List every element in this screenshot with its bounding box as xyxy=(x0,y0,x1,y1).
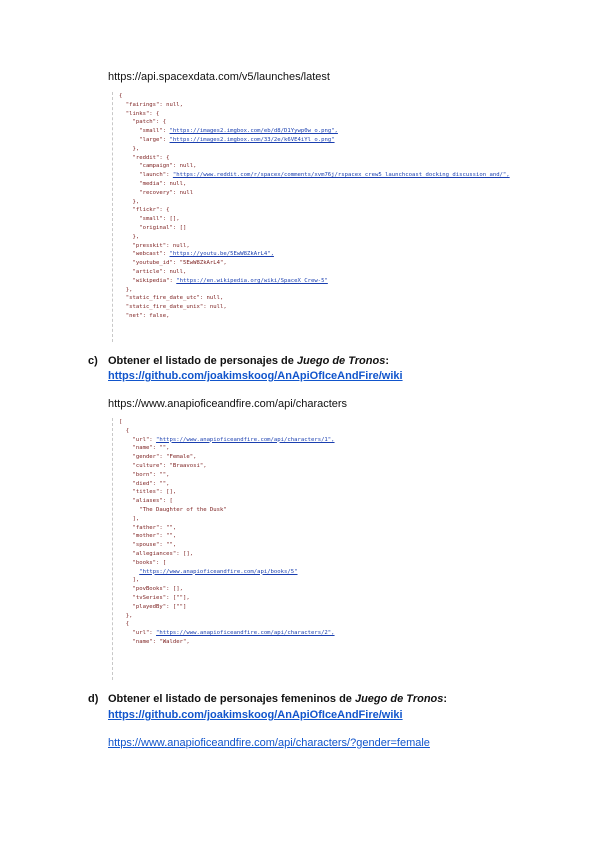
json-line-key: }, xyxy=(119,286,133,293)
json-line xyxy=(119,585,419,594)
json-line-key: "flickr": { xyxy=(119,207,170,214)
section-d-heading: Obtener el listado de personajes femeninos de Juego de Tronos: xyxy=(108,693,448,705)
json-line xyxy=(119,189,399,198)
json-line xyxy=(119,418,419,427)
json-line-key: "books": [ xyxy=(119,559,167,566)
json-line xyxy=(119,444,419,453)
got-json-screenshot xyxy=(112,418,419,680)
json-line xyxy=(119,268,399,277)
json-line xyxy=(119,277,399,286)
json-line xyxy=(119,294,399,303)
json-line xyxy=(119,524,419,533)
json-line xyxy=(119,612,419,621)
json-line-key: "url": xyxy=(119,436,157,443)
json-line xyxy=(119,180,399,189)
json-line-key: "fairings": null, xyxy=(119,101,183,108)
json-line-key: "campaign": null, xyxy=(119,163,197,170)
json-line xyxy=(119,488,419,497)
json-line xyxy=(119,541,419,550)
json-line xyxy=(119,436,419,445)
json-line-key: "youtube_id": "5EwW8ZkArL4", xyxy=(119,260,227,267)
json-line-key: ], xyxy=(119,515,140,522)
json-line-key: "culture": "Braavosi", xyxy=(119,462,207,469)
json-line xyxy=(119,462,419,471)
json-line-key: "gender": "Female", xyxy=(119,454,197,461)
section-c-wiki-link[interactable]: https://github.com/joakimskoog/AnApiOfIceAndFire/wiki xyxy=(108,370,403,382)
json-line-key: "links": { xyxy=(119,110,160,117)
json-line-key: ], xyxy=(119,577,140,584)
section-c-letter: c) xyxy=(88,355,98,367)
section-d-wiki-link[interactable]: https://github.com/joakimskoog/AnApiOfIceAndFire/wiki xyxy=(108,709,403,721)
json-line-key: "net": false, xyxy=(119,312,170,319)
json-line-key: "playedBy": [""] xyxy=(119,603,187,610)
json-line-key: }, xyxy=(119,145,140,152)
json-line-key: "wikipedia": xyxy=(119,277,177,284)
json-line-url: "https://youtu.be/5EwW8ZkArL4", xyxy=(169,251,274,258)
section-d-letter: d) xyxy=(88,693,99,705)
json-line xyxy=(119,312,399,321)
json-line xyxy=(119,480,419,489)
json-line-key: "The Daughter of the Dusk" xyxy=(119,506,227,513)
json-line-key: "name": "Walder", xyxy=(119,638,190,645)
json-line-key: "small": [], xyxy=(119,216,180,223)
json-line xyxy=(119,242,399,251)
json-line xyxy=(119,471,419,480)
json-line xyxy=(119,559,419,568)
json-line-key: "launch": xyxy=(119,172,173,179)
json-line-key: "titles": [], xyxy=(119,489,177,496)
json-line xyxy=(119,303,399,312)
json-line xyxy=(119,162,399,171)
female-characters-endpoint-link[interactable]: https://www.anapioficeandfire.com/api/characters/?gender=female xyxy=(108,737,430,749)
json-line xyxy=(119,110,399,119)
json-line-key: { xyxy=(119,427,130,434)
json-line xyxy=(119,638,419,647)
json-line xyxy=(119,145,399,154)
json-line xyxy=(119,206,399,215)
json-line-key: "large": xyxy=(119,136,170,143)
json-line xyxy=(119,286,399,295)
json-line xyxy=(119,136,399,145)
json-line-key: "born": "", xyxy=(119,471,170,478)
json-line xyxy=(119,427,419,436)
json-line xyxy=(119,259,399,268)
json-line xyxy=(119,453,419,462)
json-line xyxy=(119,576,419,585)
json-line-url: "https://en.wikipedia.org/wiki/SpaceX_Crew-5" xyxy=(176,277,328,284)
json-line xyxy=(119,532,419,541)
json-line xyxy=(119,233,399,242)
json-line-key xyxy=(119,569,139,575)
json-line xyxy=(119,497,419,506)
json-line xyxy=(119,629,419,638)
json-line-key: "spouse": "", xyxy=(119,542,177,549)
json-line-url: "https://www.reddit.com/r/spacex/comments/xvm76j/rspacex_crew5_launchcoast_docking_discussion_and/", xyxy=(172,172,510,179)
json-line xyxy=(119,620,419,629)
json-line xyxy=(119,118,399,127)
json-line-key: "original": [] xyxy=(119,224,187,231)
json-line-key: "povBooks": [], xyxy=(119,586,183,593)
json-line xyxy=(119,515,419,524)
json-line-key: "webcast": xyxy=(119,251,170,258)
json-line-key: "recovery": null xyxy=(119,189,194,196)
json-line-key: }, xyxy=(119,233,140,240)
json-line xyxy=(119,101,399,110)
json-line xyxy=(119,550,419,559)
json-line xyxy=(119,127,399,136)
json-line-key: "presskit": null, xyxy=(119,242,190,249)
json-line xyxy=(119,594,419,603)
json-line-url: "https://images2.imgbox.com/eb/d8/D1Yywp0w_o.png", xyxy=(169,128,338,135)
json-line xyxy=(119,198,399,207)
json-line-key: "media": null, xyxy=(119,180,187,187)
json-line-url: "https://www.anapioficeandfire.com/api/books/5" xyxy=(139,568,298,575)
spacex-endpoint-text: https://api.spacexdata.com/v5/launches/latest xyxy=(108,71,330,83)
json-line-key: }, xyxy=(119,612,133,619)
json-line xyxy=(119,603,419,612)
json-line-key: "url": xyxy=(119,630,157,637)
json-line xyxy=(119,506,419,515)
json-line-key: }, xyxy=(119,198,140,205)
section-c-heading: Obtener el listado de personajes de Juego de Tronos: xyxy=(108,355,389,367)
json-line-key: "died": "", xyxy=(119,480,170,487)
json-line-key: "small": xyxy=(119,128,170,135)
json-line-key: "father": "", xyxy=(119,524,177,531)
json-line-key: "reddit": { xyxy=(119,154,170,161)
json-line-key: "static_fire_date_utc": null, xyxy=(119,295,224,302)
json-line-key: [ xyxy=(119,419,123,425)
json-line xyxy=(119,224,399,233)
json-line-key: "static_fire_date_unix": null, xyxy=(119,304,227,311)
json-line-key: { xyxy=(119,93,123,99)
json-line xyxy=(119,215,399,224)
json-line-key: "article": null, xyxy=(119,268,187,275)
json-line xyxy=(119,250,399,259)
json-line xyxy=(119,92,399,101)
json-line-key: "aliases": [ xyxy=(119,498,173,505)
json-line-key: "patch": { xyxy=(119,119,167,126)
json-line-url: "https://www.anapioficeandfire.com/api/characters/1", xyxy=(156,436,335,443)
json-line-key: "allegiances": [], xyxy=(119,550,194,557)
json-line-url: "https://www.anapioficeandfire.com/api/characters/2", xyxy=(156,630,335,637)
json-line-key: "tvSeries": [""], xyxy=(119,594,190,601)
json-line xyxy=(119,568,419,577)
got-characters-endpoint-text: https://www.anapioficeandfire.com/api/characters xyxy=(108,398,348,410)
json-line xyxy=(119,171,510,180)
json-line xyxy=(119,154,399,163)
json-line-url: "https://images2.imgbox.com/33/2e/k6VE4iYl_o.png" xyxy=(169,136,335,143)
json-line-key: "mother": "", xyxy=(119,533,177,540)
json-line-key: "name": "", xyxy=(119,445,170,452)
json-line-key: { xyxy=(119,621,130,628)
spacex-json-screenshot xyxy=(112,92,510,342)
